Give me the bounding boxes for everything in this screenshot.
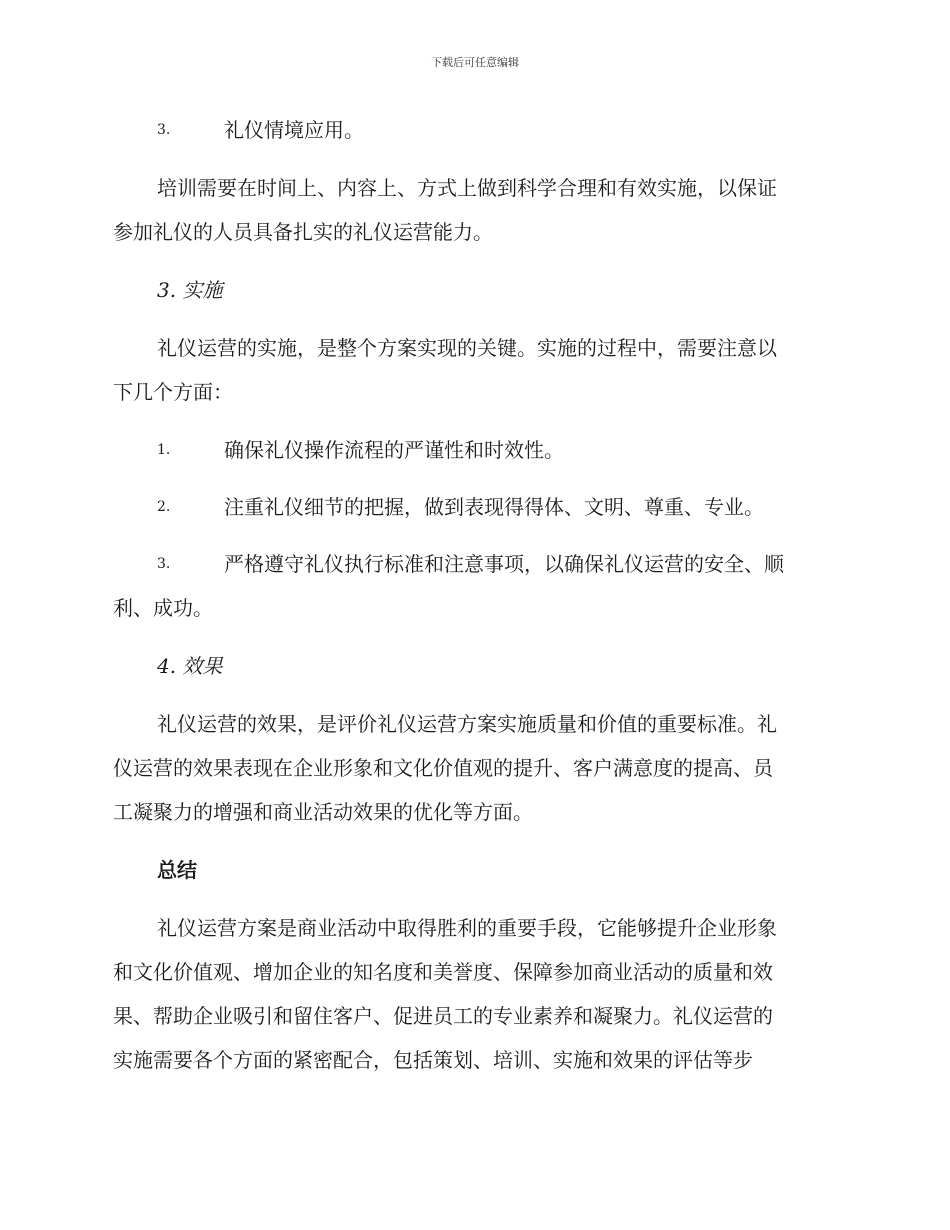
paragraph-line: 仪运营的效果表现在企业形象和文化价值观的提升、客户满意度的提高、员: [113, 756, 773, 780]
list-number: 3.: [157, 122, 171, 138]
paragraph-line: 下几个方面：: [113, 380, 233, 404]
list-item-text: 确保礼仪操作流程的严谨性和时效性。: [224, 438, 564, 462]
list-item-text: 利、成功。: [113, 596, 213, 620]
list-item-text: 礼仪情境应用。: [224, 118, 364, 142]
list-item-text: 注重礼仪细节的把握，做到表现得得体、文明、尊重、专业。: [224, 495, 764, 519]
list-number: 3.: [157, 556, 171, 572]
section-heading: 4. 效果: [157, 654, 223, 678]
paragraph-line: 实施需要各个方面的紧密配合，包括策划、培训、实施和效果的评估等步: [113, 1048, 753, 1072]
paragraph-line: 和文化价值观、增加企业的知名度和美誉度、保障参加商业活动的质量和效: [113, 960, 773, 984]
list-number: 2.: [157, 499, 171, 515]
page-header: 下载后可任意编辑: [431, 56, 519, 69]
paragraph-line: 果、帮助企业吸引和留住客户、促进员工的专业素养和凝聚力。礼仪运营的: [113, 1004, 773, 1028]
paragraph-line: 礼仪运营的实施，是整个方案实现的关键。实施的过程中，需要注意以: [157, 336, 777, 360]
summary-heading: 总结: [157, 858, 197, 882]
paragraph-line: 参加礼仪的人员具备扎实的礼仪运营能力。: [113, 220, 493, 244]
paragraph-line: 工凝聚力的增强和商业活动效果的优化等方面。: [113, 800, 533, 824]
section-heading: 3. 实施: [157, 278, 223, 302]
list-item-text: 严格遵守礼仪执行标准和注意事项，以确保礼仪运营的安全、顺: [224, 552, 784, 576]
paragraph-line: 礼仪运营方案是商业活动中取得胜利的重要手段，它能够提升企业形象: [157, 916, 777, 940]
paragraph-line: 培训需要在时间上、内容上、方式上做到科学合理和有效实施，以保证: [157, 176, 777, 200]
paragraph-line: 礼仪运营的效果，是评价礼仪运营方案实施质量和价值的重要标准。礼: [157, 712, 777, 736]
list-number: 1.: [157, 442, 171, 458]
